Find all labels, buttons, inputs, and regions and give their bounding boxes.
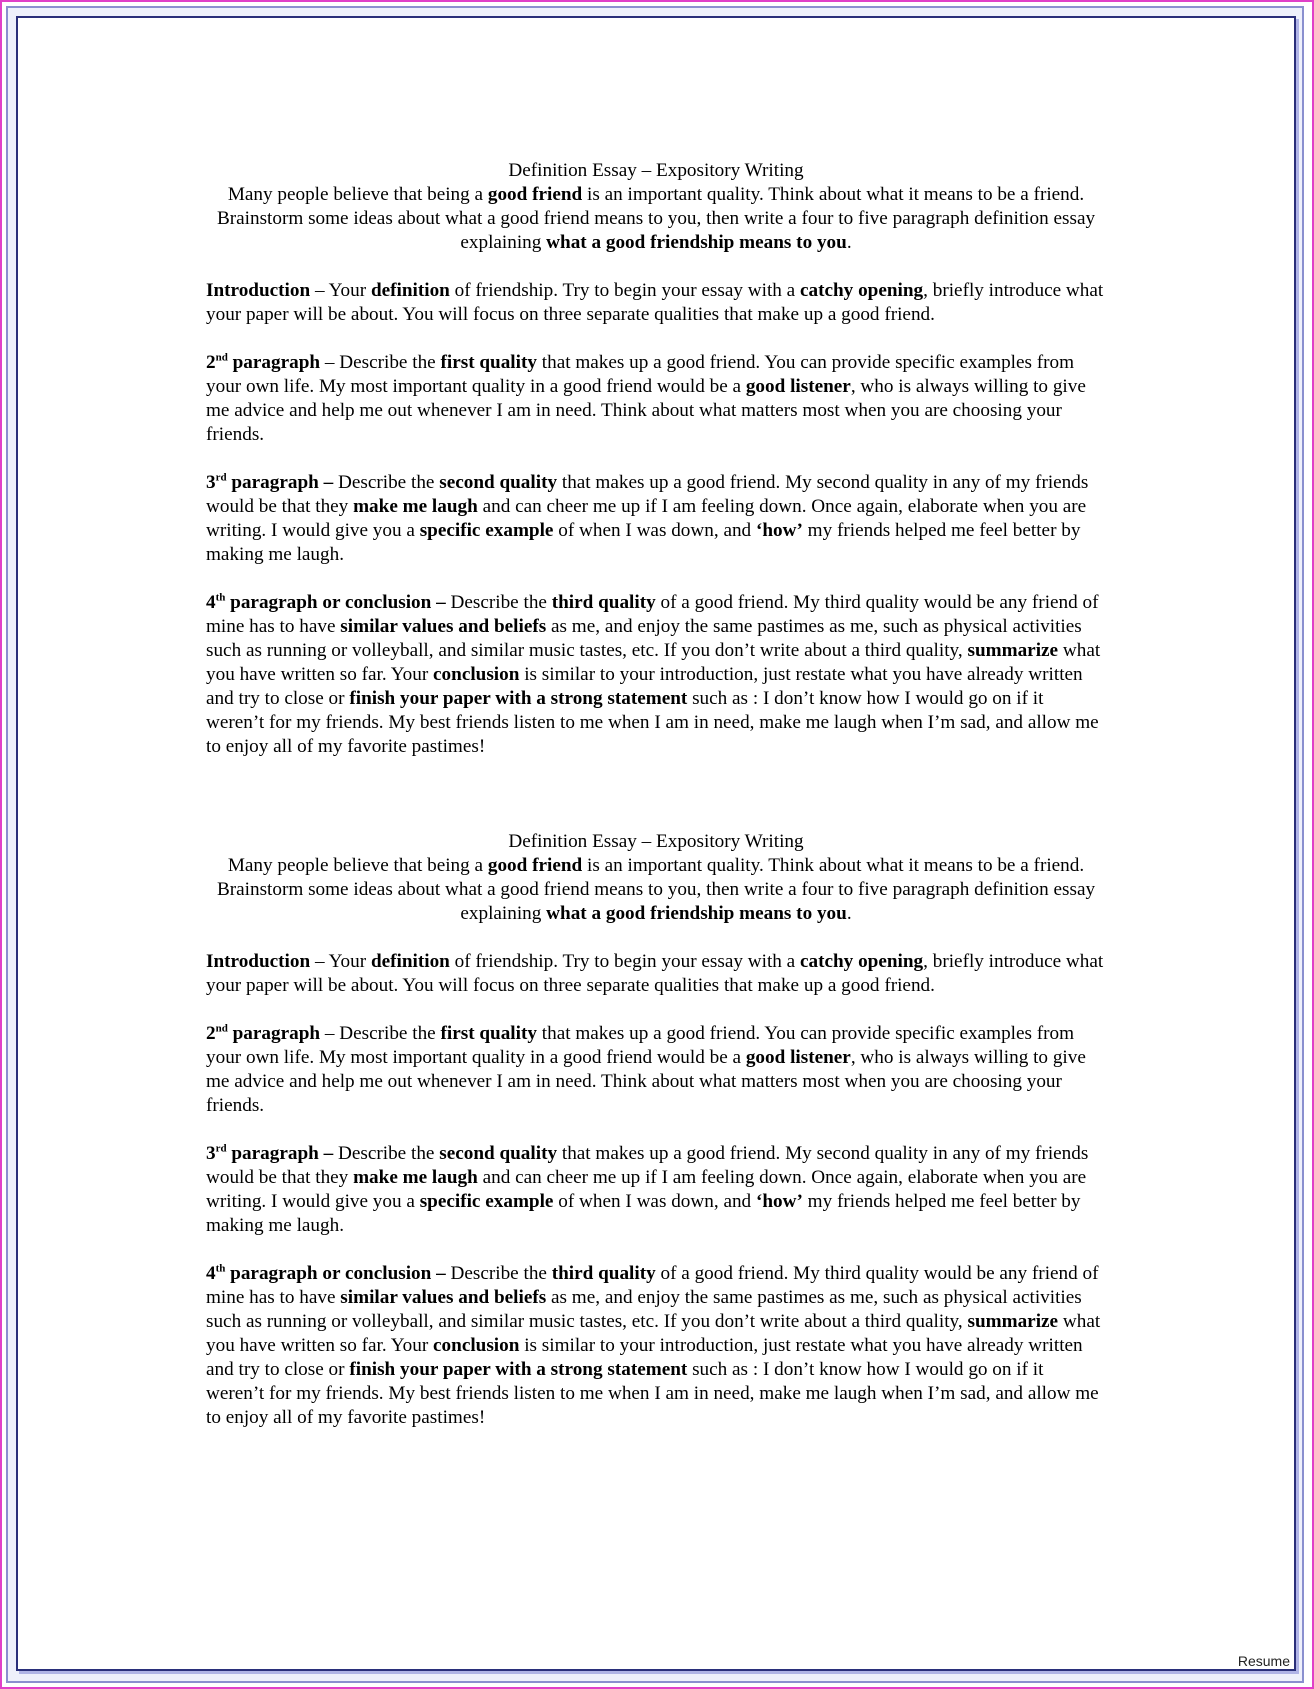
text: , briefly introduce what your paper will be about. You will focus on three separate qualities that make up a good friend. [206, 280, 1104, 325]
bold-text: specific example [419, 520, 554, 541]
text: of friendship. Try to begin your essay with a [449, 951, 800, 972]
ordinal-suffix: th [215, 591, 226, 604]
bold-text: conclusion [433, 664, 520, 685]
bold-text: finish your paper with a strong statement [349, 688, 688, 709]
text: and can cheer me up if I am feeling down. Once again, elaborate when you are writing. I would give you a [206, 496, 1087, 541]
text: paragraph [227, 352, 321, 373]
text: , who is always willing to give me advice and help me out whenever I am in need. Think about what matters most when you are choosing your friends. [206, 1047, 1086, 1116]
text: is similar to your introduction, just restate what you have already written and try to close or [206, 664, 1083, 709]
bold-text: what a good friendship means to you [546, 232, 847, 253]
text: that makes up a good friend. My second quality in any of my friends would be that they [206, 1143, 1089, 1188]
text: Describe the [445, 1263, 552, 1284]
essay-intro [206, 183, 1106, 255]
introduction-paragraph [206, 950, 1106, 998]
text: Describe the [445, 592, 552, 613]
second-paragraph [206, 351, 1106, 447]
text: my friends helped me feel better by making me laugh. [206, 520, 1081, 565]
text: 3 [206, 472, 216, 493]
bold-text: ‘how’ [755, 520, 803, 541]
text: – Your [310, 951, 371, 972]
bold-text: first quality [440, 1023, 537, 1044]
ordinal-suffix: nd [215, 351, 228, 364]
bold-text: catchy opening [800, 951, 924, 972]
text: , briefly introduce what your paper will be about. You will focus on three separate qualities that make up a good friend. [206, 951, 1104, 996]
ordinal-suffix: th [215, 1262, 226, 1275]
text: 4 [206, 592, 216, 613]
text: and can cheer me up if I am feeling down. Once again, elaborate when you are writing. I would give you a [206, 1167, 1087, 1212]
text: as me, and enjoy the same pastimes as me, such as physical activities such as running or volleyball, and similar music tastes, etc. If you don’t write about a third quality, [206, 1287, 1082, 1332]
bold-text: second quality [439, 1143, 558, 1164]
bold-text: similar values and beliefs [340, 1287, 547, 1308]
bold-text: similar values and beliefs [340, 616, 547, 637]
bold-text: finish your paper with a strong statement [349, 1359, 688, 1380]
bold-text: third quality [551, 1263, 656, 1284]
essay-2 [206, 830, 1106, 1430]
paragraph-heading: Introduction [206, 280, 311, 301]
paragraph-heading [206, 352, 320, 373]
paragraph-heading [206, 1143, 333, 1164]
text: . [846, 232, 852, 253]
paragraph-heading: Introduction [206, 951, 311, 972]
fourth-paragraph [206, 1262, 1106, 1430]
text: that makes up a good friend. You can provide specific examples from your own life. My most important quality in a good friend would be a [206, 1023, 1075, 1068]
text: as me, and enjoy the same pastimes as me, such as physical activities such as running or volleyball, and similar music tastes, etc. If you don’t write about a third quality, [206, 616, 1082, 661]
text: , who is always willing to give me advice and help me out whenever I am in need. Think about what matters most when you are choosing your friends. [206, 376, 1086, 445]
paragraph-heading [206, 1023, 320, 1044]
bold-text: good friend [487, 855, 583, 876]
bold-text: make me laugh [353, 1167, 478, 1188]
essay-1 [206, 159, 1106, 759]
bold-text: first quality [440, 352, 537, 373]
bold-text: catchy opening [800, 280, 924, 301]
text: is an important quality. Think about what it means to be a friend. Brainstorm some ideas about what a good friend means to you, then write a four to five paragraph definition essay explaining [216, 184, 1096, 253]
text: paragraph – [226, 1143, 334, 1164]
text: – Describe the [320, 1023, 441, 1044]
text: such as : I don’t know how I would go on if it weren’t for my friends. My best friends listen to me when I am in need, make me laugh when I’m sad, and allow me to enjoy all of my favorite pastimes! [206, 688, 1099, 757]
text: what you have written so far. Your [206, 1311, 1101, 1356]
text: paragraph or conclusion – [225, 592, 446, 613]
fourth-paragraph [206, 591, 1106, 759]
text: is similar to your introduction, just restate what you have already written and try to close or [206, 1335, 1083, 1380]
text: – Describe the [320, 352, 441, 373]
paragraph-heading [206, 1263, 446, 1284]
ordinal-suffix: nd [215, 1022, 228, 1035]
bold-text: definition [370, 280, 450, 301]
text: 4 [206, 1263, 216, 1284]
introduction-paragraph [206, 279, 1106, 327]
essay-title: Definition Essay – Expository Writing [508, 831, 804, 852]
text: 3 [206, 1143, 216, 1164]
bold-text: ‘how’ [755, 1191, 803, 1212]
essay-title: Definition Essay – Expository Writing [508, 160, 804, 181]
text: paragraph or conclusion – [225, 1263, 446, 1284]
bold-text: specific example [419, 1191, 554, 1212]
second-paragraph [206, 1022, 1106, 1118]
text: of a good friend. My third quality would be any friend of mine has to have [206, 592, 1099, 637]
text: such as : I don’t know how I would go on if it weren’t for my friends. My best friends listen to me when I am in need, make me laugh when I’m sad, and allow me to enjoy all of my favorite pastimes! [206, 1359, 1099, 1428]
bold-text: good listener [745, 1047, 851, 1068]
bold-text: summarize [967, 1311, 1059, 1332]
text: Describe the [333, 1143, 440, 1164]
resume-label: Resume [1237, 1653, 1290, 1669]
text: 2 [206, 352, 216, 373]
text: is an important quality. Think about what it means to be a friend. Brainstorm some ideas about what a good friend means to you, then write a four to five paragraph definition essay explaining [216, 855, 1096, 924]
ordinal-suffix: rd [215, 471, 227, 484]
text: 2 [206, 1023, 216, 1044]
text: of friendship. Try to begin your essay with a [449, 280, 800, 301]
bold-text: definition [370, 951, 450, 972]
paragraph-heading [206, 472, 333, 493]
text: paragraph – [226, 472, 334, 493]
bold-text: summarize [967, 640, 1059, 661]
text: – Your [310, 280, 371, 301]
bold-text: good listener [745, 376, 851, 397]
text: paragraph [227, 1023, 321, 1044]
bold-text: what a good friendship means to you [546, 903, 847, 924]
text: my friends helped me feel better by making me laugh. [206, 1191, 1081, 1236]
bold-text: make me laugh [353, 496, 478, 517]
text: . [846, 903, 852, 924]
paragraph-heading [206, 592, 446, 613]
bold-text: third quality [551, 592, 656, 613]
text: Many people believe that being a [227, 855, 488, 876]
third-paragraph [206, 1142, 1106, 1238]
ordinal-suffix: rd [215, 1142, 227, 1155]
text: that makes up a good friend. My second quality in any of my friends would be that they [206, 472, 1089, 517]
text: what you have written so far. Your [206, 640, 1101, 685]
text: that makes up a good friend. You can provide specific examples from your own life. My most important quality in a good friend would be a [206, 352, 1075, 397]
text: of when I was down, and [553, 520, 756, 541]
bold-text: good friend [487, 184, 583, 205]
text: Many people believe that being a [227, 184, 488, 205]
text: of a good friend. My third quality would be any friend of mine has to have [206, 1263, 1099, 1308]
third-paragraph [206, 471, 1106, 567]
text: of when I was down, and [553, 1191, 756, 1212]
text: Describe the [333, 472, 440, 493]
bold-text: second quality [439, 472, 558, 493]
bold-text: conclusion [433, 1335, 520, 1356]
essay-intro [206, 854, 1106, 926]
